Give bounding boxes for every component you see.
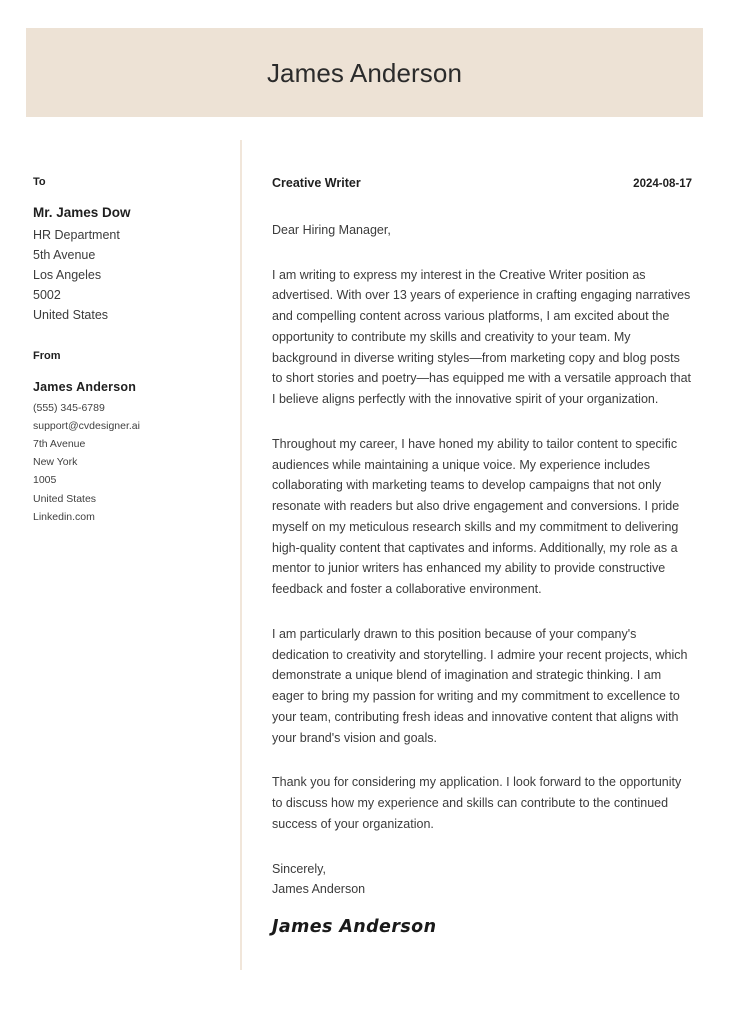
header-banner [26,28,703,117]
column-divider [240,140,242,970]
sender-line: 1005 [33,474,57,487]
letter-paragraph: Throughout my career, I have honed my ability to tailor content to specific audiences while maintaining a unique voice. My experience includes collaborating with marketing teams to develop campaigns that not only resonate with readers but also drive engagement and conversions. I pride myself on my meticulous research skills and my commitment to delivering high-quality content that captivates and informs. Additionally, my role as a mentor to junior writers has enhanced my ability to provide constructive feedback and foster a collaborative environment. [272,436,680,597]
sender-line: New York [33,456,78,469]
closing-name: James Anderson [272,881,366,896]
recipient-block [33,176,223,325]
job-title: Creative Writer [272,176,361,190]
letter-paragraph: I am particularly drawn to this position because of your company's dedication to creativity and storytelling. I admire your recent projects, which demonstrate a unique blend of imagination and strategic thinking. I am eager to bring my passion for writing and my commitment to excellence to your team, contributing fresh ideas and innovative content that aligns with your brand's vision and goals. [272,626,688,745]
page-title: James Anderson [266,57,463,88]
sender-name: James Anderson [33,380,137,395]
salutation: Dear Hiring Manager, [272,223,391,237]
sender-line: 7th Avenue [33,438,86,451]
recipient-name: Mr. James Dow [33,205,131,221]
letter-paragraph: I am writing to express my interest in the Creative Writer position as advertised. With over 13 years of experience in crafting engaging narratives and compelling content across various platforms, I am excited about the opportunity to contribute my skills and creativity to your team. My background in diverse writing styles—from marketing copy and blog posts to short stories and poetry—has equipped me with a versatile approach that I believe aligns perfectly with the innovative spirit of your organization. [272,267,691,407]
letter-body [272,176,692,938]
letter-paragraph: Thank you for considering my application. I look forward to the opportunity to discuss how my experience and skills can contribute to the continued success of your organization. [272,775,682,831]
recipient-line: Los Angeles [33,268,102,283]
sender-email: support@cvdesigner.ai [33,420,140,433]
from-label: From [33,350,61,363]
recipient-line: 5002 [33,288,61,303]
recipient-line: 5th Avenue [33,248,96,263]
closing-salutation: Sincerely, [272,861,326,876]
signature: James Anderson [272,917,437,938]
address-sidebar [33,176,223,526]
sender-website: Linkedin.com [33,510,95,523]
to-label: To [33,176,46,188]
recipient-line: HR Department [33,228,120,243]
recipient-line: United States [33,308,109,323]
letter-date: 2024-08-17 [633,178,692,190]
sender-block [33,350,223,526]
closing-block [272,859,692,900]
sender-phone: (555) 345-6789 [33,402,105,415]
letter-header-row [272,176,692,190]
sender-line: United States [33,492,97,505]
